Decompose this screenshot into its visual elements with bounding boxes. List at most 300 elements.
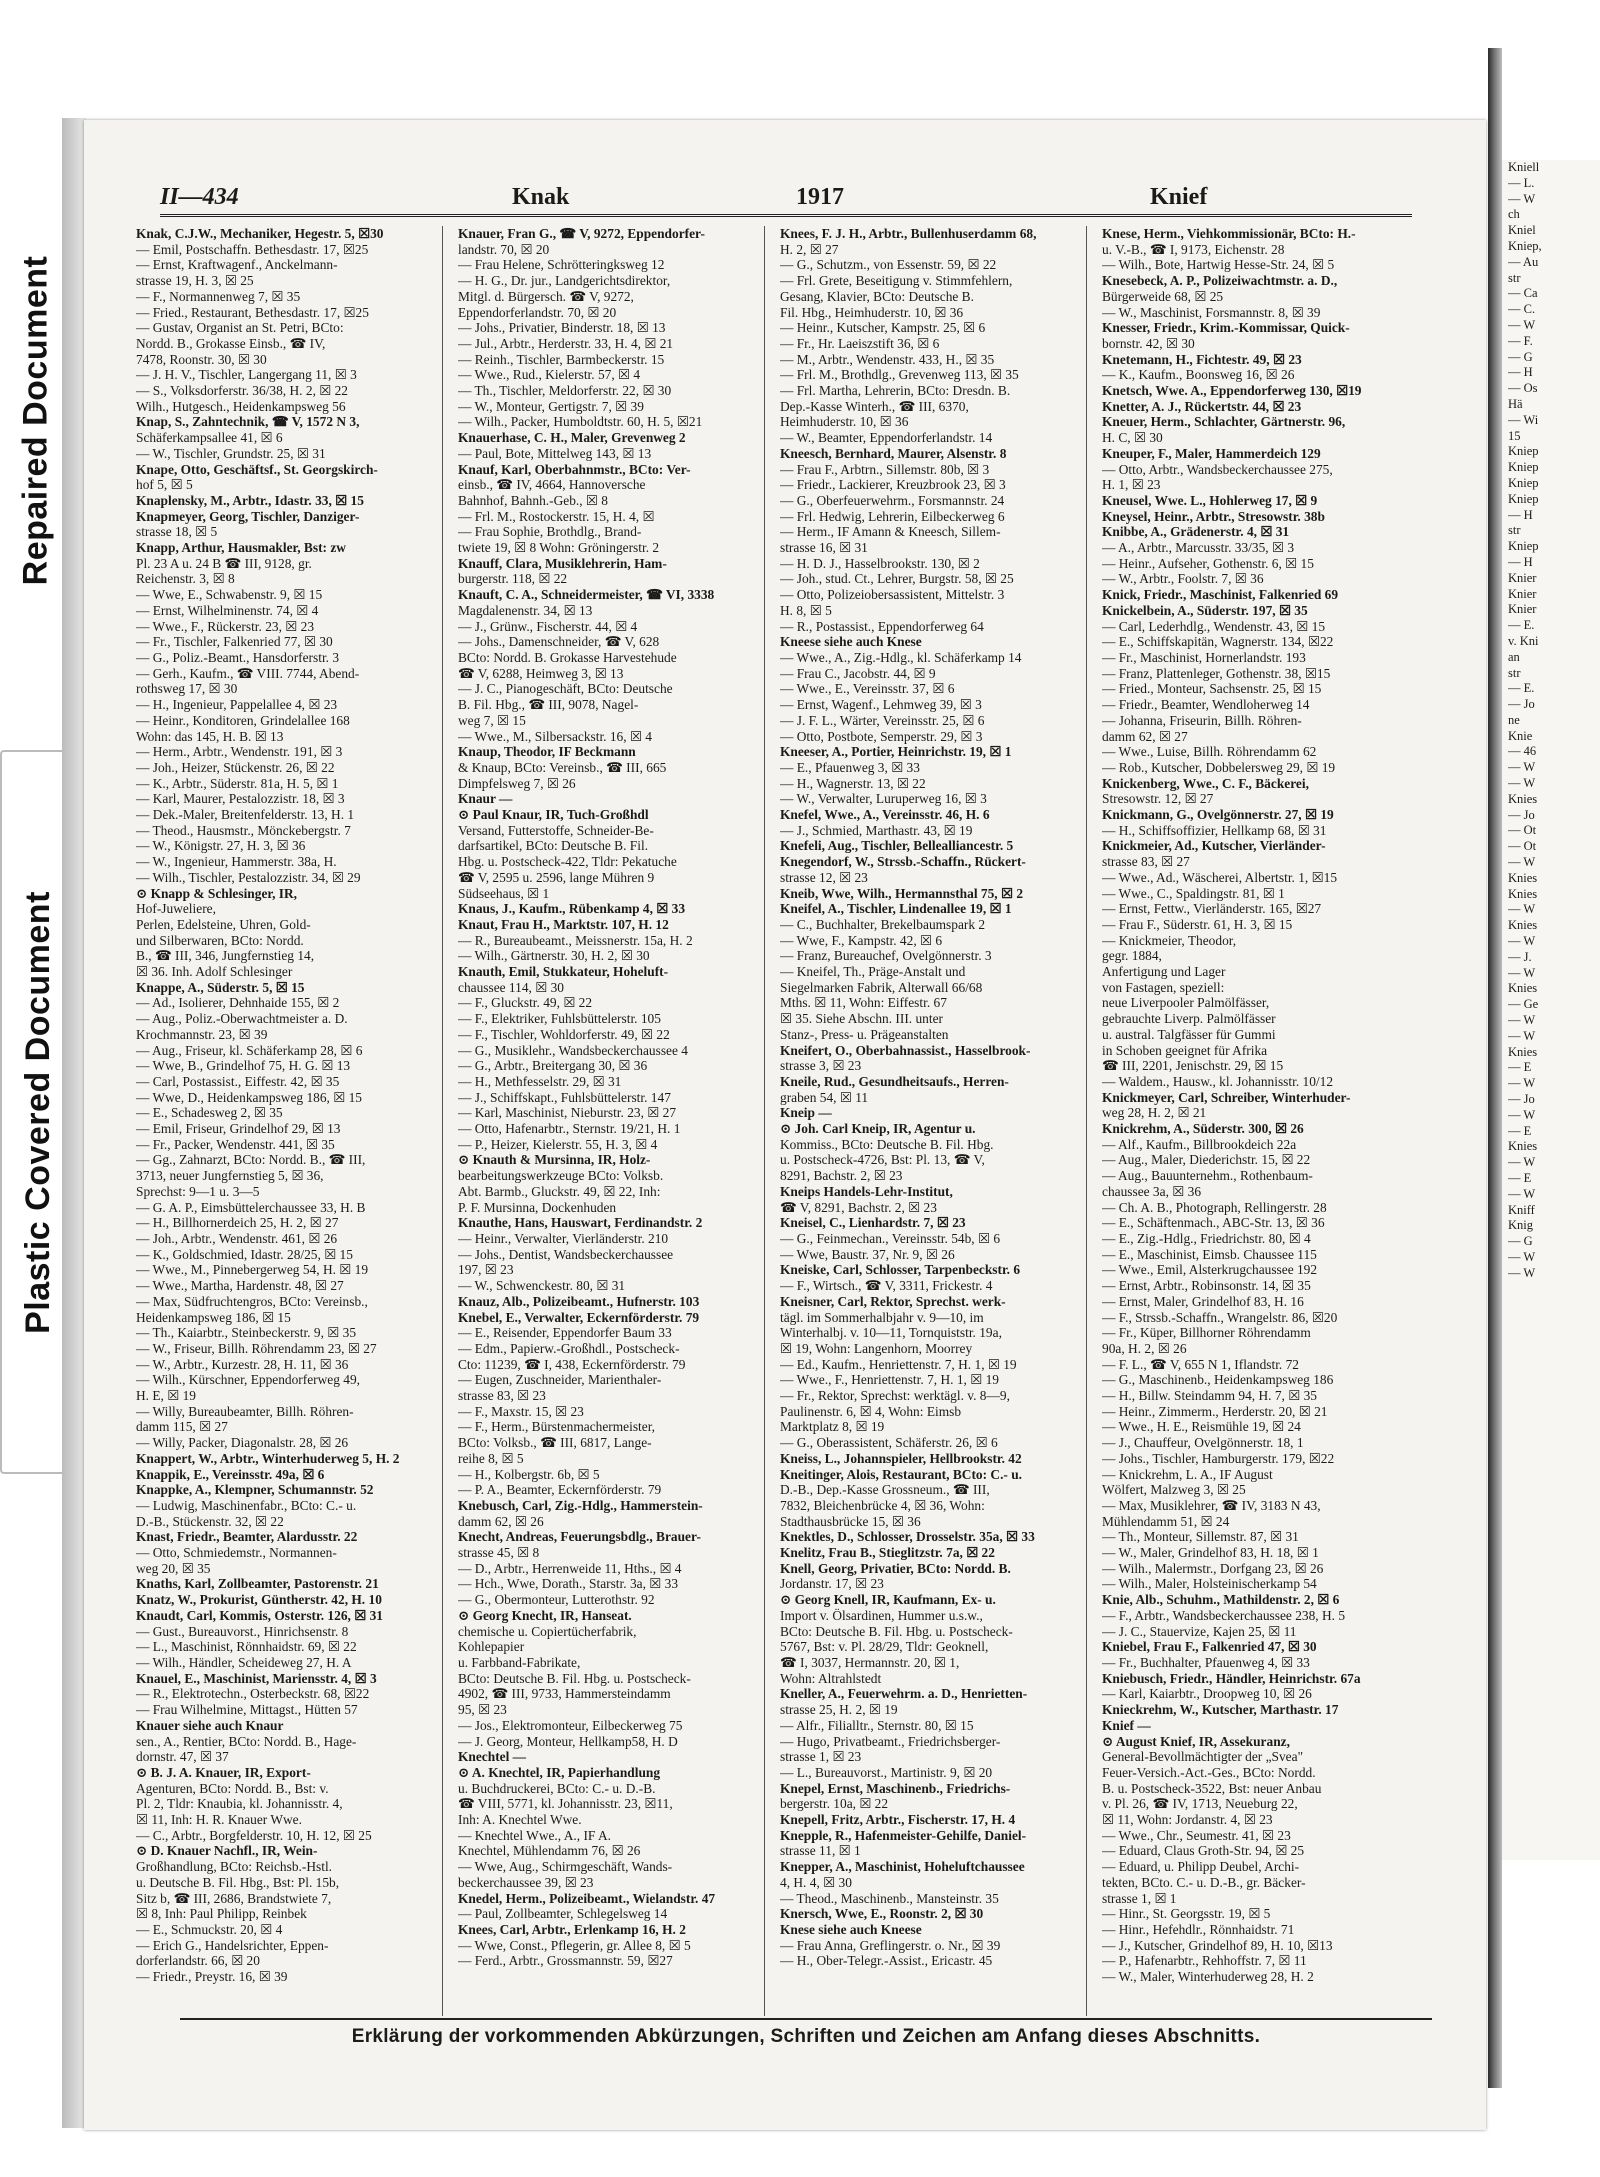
- directory-entry-line: Wohn: das 145, H. B. ☒ 13: [136, 728, 284, 744]
- directory-entry-line: Hof-Juweliere,: [136, 901, 216, 917]
- directory-entry-line: — J. Georg, Monteur, Hellkamp58, H. D: [458, 1733, 678, 1749]
- directory-entry-line: weg 20, ☒ 35: [136, 1560, 211, 1576]
- directory-entry-line: — M., Arbtr., Wendenstr. 433, H., ☒ 35: [780, 351, 995, 367]
- directory-entry-line: — Eduard, u. Philipp Deubel, Archi-: [1102, 1859, 1300, 1875]
- directory-entry-line: — G. A. P., Eimsbüttelerchaussee 33, H. B: [136, 1199, 366, 1215]
- directory-entry-line: von Fastagen, speziell:: [1102, 979, 1225, 995]
- directory-entry-line: Knese siehe auch Kneese: [780, 1921, 922, 1937]
- directory-entry-line: Knepel, Ernst, Maschinenb., Friedrichs-: [780, 1780, 1011, 1796]
- directory-entry-line: Knefeli, Aug., Tischler, Bellealliancestr. 5: [780, 838, 1014, 854]
- next-page-entry-fragment: str: [1508, 523, 1521, 538]
- directory-entry-line: — Ernst, Wilhelminenstr. 74, ☒ 4: [136, 602, 319, 618]
- directory-entry-line: und Silberwaren, BCto: Nordd.: [136, 932, 304, 948]
- directory-entry-line: — F., Maxstr. 15, ☒ 23: [458, 1403, 584, 1419]
- next-page-entry-fragment: — W: [1508, 1107, 1536, 1122]
- directory-entry-line: Wohn: Altrahlstedt: [780, 1670, 882, 1686]
- next-page-entry-fragment: Knie: [1508, 728, 1533, 743]
- directory-entry-line: reihe 8, ☒ 5: [458, 1450, 524, 1466]
- directory-entry-line: — H. D. J., Hasselbrookstr. 130, ☒ 2: [780, 555, 980, 571]
- next-page-entry-fragment: — Wi: [1508, 412, 1539, 427]
- directory-entry-line: — W., Verwalter, Luruperweg 16, ☒ 3: [780, 791, 987, 807]
- directory-entry-line: — J., Chauffeur, Ovelgönnerstr. 18, 1: [1102, 1435, 1304, 1451]
- directory-entry-line: — Ernst, Wagenf., Lehmweg 39, ☒ 3: [780, 697, 982, 713]
- directory-entry-line: — W., Ingenieur, Hammerstr. 38a, H.: [136, 854, 337, 870]
- next-page-entry-fragment: Kniep: [1508, 475, 1539, 490]
- directory-entry-line: — Friedr., Beamter, Wendloherweg 14: [1102, 697, 1310, 713]
- directory-entry-line: Marktplatz 8, ☒ 19: [780, 1419, 885, 1435]
- next-page-entry-fragment: — W: [1508, 965, 1536, 980]
- directory-column-3: [776, 226, 1087, 2016]
- directory-entry-line: Knauer, Fran G., ☎ V, 9272, Eppendorfer-: [458, 226, 705, 241]
- directory-entry-line: Knappik, E., Vereinsstr. 49a, ☒ 6: [136, 1466, 325, 1482]
- next-page-entry-fragment: — E.: [1508, 618, 1535, 633]
- directory-entry-line: — Ed., Kaufm., Henriettenstr. 7, H. 1, ☒ 19: [780, 1356, 1017, 1372]
- directory-entry-line: & Knaup, BCto: Vereinsb., ☎ III, 665: [458, 759, 667, 775]
- directory-entry-line: u. austral. Talgfässer für Gummi: [1102, 1026, 1276, 1042]
- directory-entry-line: — Wilh., Gärtnerstr. 30, H. 2, ☒ 30: [458, 948, 650, 964]
- directory-entry-line: Siegelmarken Fabrik, Alterwall 66/68: [780, 979, 983, 995]
- directory-entry-line: Wilh., Hutgesch., Heidenkampsweg 56: [136, 398, 346, 414]
- next-page-entry-fragment: — Jo: [1508, 807, 1535, 822]
- directory-entry-line: — Wwe., Chr., Seumestr. 41, ☒ 23: [1102, 1827, 1291, 1843]
- directory-entry-line: — W., Maler, Winterhuderweg 28, H. 2: [1102, 1969, 1314, 1985]
- directory-entry-line: — Gust., Bureauvorst., Hinrichsenstr. 8: [136, 1623, 349, 1639]
- directory-entry-line: — Fr., Tischler, Falkenried 77, ☒ 30: [136, 634, 333, 650]
- directory-entry-line: Fil. Hbg., Heimhuderstr. 10, ☒ 36: [780, 304, 964, 320]
- directory-entry-line: BCto: Deutsche B. Fil. Hbg. u. Postscheck-: [780, 1623, 1013, 1639]
- directory-entry-line: Knepple, R., Hafenmeister-Gehilfe, Daniel-: [780, 1827, 1027, 1843]
- directory-entry-line: — G., Maschinenb., Heidenkampsweg 186: [1102, 1372, 1334, 1388]
- directory-column-1: [132, 226, 443, 2016]
- directory-entry-line: Hbg. u. Postscheck-422, Tldr: Pekatuche: [458, 854, 677, 870]
- directory-entry-line: strasse 83, ☒ 27: [1102, 854, 1190, 870]
- directory-entry-line: — Wwe., F., Henriettenstr. 7, H. 1, ☒ 19: [780, 1372, 999, 1388]
- next-page-entry-fragment: — W: [1508, 1265, 1536, 1280]
- next-page-entry-fragment: Knies: [1508, 1044, 1538, 1059]
- directory-entry-line: Knickenberg, Wwe., C. F., Bäckerei,: [1102, 775, 1309, 791]
- directory-entry-line: Kneiss, L., Johannspieler, Hellbrookstr. 42: [780, 1450, 1022, 1466]
- next-page-entry-fragment: — H: [1508, 365, 1533, 380]
- directory-entry-line: — Wwe., Luise, Billh. Röhrendamm 62: [1102, 744, 1317, 760]
- directory-entry-line: — Jos., Elektromonteur, Eilbeckerweg 75: [458, 1717, 683, 1733]
- directory-entry-line: 8291, Bachstr. 2, ☒ 23: [780, 1168, 903, 1184]
- directory-entry-line: hof 5, ☒ 5: [136, 477, 193, 493]
- directory-entry-line: Knauff, Clara, Musiklehrerin, Ham-: [458, 555, 667, 571]
- directory-entry-line: damm 115, ☒ 27: [136, 1419, 228, 1435]
- directory-entry-line: — Hinr., Hefehdlr., Rönnhaidstr. 71: [1102, 1921, 1295, 1937]
- directory-entry-line: — H., Billw. Steindamm 94, H. 7, ☒ 35: [1102, 1388, 1317, 1404]
- directory-entry-line: Magdalenenstr. 34, ☒ 13: [458, 602, 593, 618]
- directory-entry-line: — Hinr., St. Georgsstr. 19, ☒ 5: [1102, 1906, 1271, 1922]
- directory-entry-line: ⊙ B. J. A. Knauer, IR, Export-: [136, 1764, 311, 1780]
- directory-entry-line: — Frau Sophie, Brothdlg., Brand-: [458, 524, 642, 540]
- directory-entry-line: Knesebeck, A. P., Polizeiwachtmstr. a. D.,: [1102, 273, 1338, 289]
- directory-entry-line: Knees, F. J. H., Arbtr., Bullenhuserdamm 68,: [780, 226, 1037, 241]
- directory-entry-line: — J., Schmied, Marthastr. 43, ☒ 19: [780, 822, 973, 838]
- directory-entry-line: 7478, Roonstr. 30, ☒ 30: [136, 351, 267, 367]
- page-year: 1917: [796, 184, 844, 210]
- directory-entry-line: — Otto, Arbtr., Wandsbeckerchaussee 275,: [1102, 461, 1333, 477]
- directory-entry-line: — Gustav, Organist an St. Petri, BCto:: [136, 320, 344, 336]
- directory-entry-line: — R., Bureaubeamt., Meissnerstr. 15a, H. 2: [458, 932, 693, 948]
- directory-entry-line: H. E, ☒ 19: [136, 1388, 196, 1404]
- next-page-entry-fragment: Knier: [1508, 570, 1537, 585]
- next-page-entry-fragment: — E: [1508, 1171, 1532, 1185]
- directory-entry-line: weg 28, H. 2, ☒ 21: [1102, 1105, 1207, 1121]
- directory-entry-line: — Franz, Plattenleger, Gothenstr. 38, ☒15: [1102, 665, 1331, 681]
- directory-entry-line: — S., Volksdorferstr. 36/38, H. 2, ☒ 22: [136, 383, 349, 399]
- directory-entry-line: — W., Maler, Grindelhof 83, H. 18, ☒ 1: [1102, 1545, 1319, 1561]
- directory-entry-line: — K., Kaufm., Boonsweg 16, ☒ 26: [1102, 367, 1295, 383]
- directory-entry-line: — Wwe., M., Silbersackstr. 16, ☒ 4: [458, 728, 653, 744]
- directory-entry-line: strasse 1, ☒ 23: [780, 1749, 862, 1765]
- directory-entry-line: Knatz, W., Prokurist, Güntherstr. 42, H. 10: [136, 1592, 382, 1608]
- directory-entry-line: Knauz, Alb., Polizeibeamt., Hufnerstr. 103: [458, 1293, 700, 1309]
- directory-entry-line: Wölfert, Malzweg 3, ☒ 25: [1102, 1482, 1246, 1498]
- directory-entry-line: in Schoben geeignet für Afrika: [1102, 1042, 1268, 1058]
- directory-entry-line: — Karl, Maschinist, Nieburstr. 23, ☒ 27: [458, 1105, 677, 1121]
- directory-entry-line: Heidenkampsweg 186, ☒ 15: [136, 1309, 291, 1325]
- directory-entry-line: Abt. Barmb., Gluckstr. 49, ☒ 22, Inh:: [458, 1183, 661, 1199]
- directory-entry-line: Bahnhof, Bahnh.-Geb., ☒ 8: [458, 492, 608, 508]
- directory-entry-line: bearbeitungswerkzeuge BCto: Volksb.: [458, 1168, 664, 1184]
- directory-entry-line: ⊙ August Knief, IR, Assekuranz,: [1102, 1733, 1290, 1749]
- directory-entry-line: — G., Arbtr., Breitergang 30, ☒ 36: [458, 1058, 648, 1074]
- next-page-entry-fragment: — W: [1508, 191, 1536, 206]
- directory-entry-line: Knepper, A., Maschinist, Hoheluftchaussee: [780, 1859, 1025, 1875]
- directory-entry-line: B. u. Postscheck-3522, Bst: neuer Anbau: [1102, 1780, 1322, 1796]
- directory-entry-line: ⊙ A. Knechtel, IR, Papierhandlung: [458, 1764, 661, 1780]
- directory-entry-line: bornstr. 42, ☒ 30: [1102, 335, 1195, 351]
- directory-entry-line: — F., Herm., Bürstenmachermeister,: [458, 1419, 655, 1435]
- next-page-entry-fragment: — W: [1508, 934, 1536, 949]
- directory-entry-line: Reichenstr. 3, ☒ 8: [136, 571, 235, 587]
- next-page-entry-fragment: Kniff: [1508, 1202, 1535, 1217]
- directory-entry-line: — Wwe., M., Pinnebergerweg 54, H. ☒ 19: [136, 1262, 369, 1278]
- directory-entry-line: Kneips Handels-Lehr-Institut,: [780, 1183, 953, 1199]
- next-page-entry-fragment: Kniep: [1508, 491, 1539, 506]
- directory-entry-line: — Frl. Hedwig, Lehrerin, Eilbeckerweg 6: [780, 508, 1005, 524]
- directory-entry-line: BCto: Deutsche B. Fil. Hbg. u. Postscheck-: [458, 1670, 691, 1686]
- directory-entry-line: — J. H. V., Tischler, Langergang 11, ☒ 3: [136, 367, 357, 383]
- directory-entry-line: damm 62, ☒ 27: [1102, 728, 1188, 744]
- directory-entry-line: ⊙ Georg Knecht, IR, Hanseat.: [458, 1607, 632, 1623]
- next-page-entry-fragment: Knies: [1508, 870, 1538, 885]
- directory-entry-line: Import v. Ölsardinen, Hummer u.s.w.,: [780, 1607, 983, 1623]
- directory-entry-line: — K., Arbtr., Süderstr. 81a, H. 5, ☒ 1: [136, 775, 339, 791]
- directory-entry-line: — Eugen, Zuschneider, Marienthaler-: [458, 1372, 662, 1388]
- next-page-entry-fragment: — H: [1508, 554, 1533, 569]
- directory-entry-line: — Johs., Damenschneider, ☎ V, 628: [458, 634, 660, 650]
- directory-entry-line: P. F. Mursinna, Dockenhuden: [458, 1199, 617, 1215]
- directory-entry-line: Nordd. B., Grokasse Einsb., ☎ IV,: [136, 335, 326, 351]
- directory-entry-line: — J., Kutscher, Grindelhof 89, H. 10, ☒13: [1102, 1937, 1333, 1953]
- directory-entry-line: — E., Reisender, Eppendorfer Baum 33: [458, 1325, 672, 1341]
- directory-entry-line: — Frl. M., Brothdlg., Grevenweg 113, ☒ 35: [780, 367, 1019, 383]
- directory-entry-line: Eppendorferlandstr. 70, ☒ 20: [458, 304, 617, 320]
- directory-entry-line: u. Farbband-Fabrikate,: [458, 1654, 581, 1670]
- directory-entry-line: Kneuer, Herm., Schlachter, Gärtnerstr. 96,: [1102, 414, 1346, 430]
- directory-entry-line: — Wilh., Kürschner, Eppendorferweg 49,: [136, 1372, 361, 1388]
- next-page-entry-fragment: ne: [1508, 712, 1520, 727]
- repaired-document-text: Repaired Document: [16, 255, 55, 585]
- directory-entry-line: — Wwe, Const., Pflegerin, gr. Allee 8, ☒ 5: [458, 1937, 691, 1953]
- directory-entry-line: Kniebusch, Friedr., Händler, Heinrichstr. 67a: [1102, 1670, 1361, 1686]
- directory-entry-line: Kneifert, O., Oberbahnassist., Hasselbrook-: [780, 1042, 1031, 1058]
- directory-entry-line: strasse 83, ☒ 23: [458, 1388, 546, 1404]
- directory-entry-line: — K., Goldschmied, Idastr. 28/25, ☒ 15: [136, 1246, 353, 1262]
- directory-entry-line: u. Postscheck-4726, Bst: Pl. 13, ☎ V,: [780, 1152, 985, 1168]
- directory-entry-line: ☒ 36. Inh. Adolf Schlesinger: [136, 964, 293, 980]
- directory-entry-line: Knechtel, Mühlendamm 76, ☒ 26: [458, 1843, 641, 1859]
- directory-entry-line: — Carl, Postassist., Eiffestr. 42, ☒ 35: [136, 1073, 340, 1089]
- directory-entry-line: ⊙ Knapp & Schlesinger, IR,: [136, 885, 298, 901]
- next-page-entry-fragment: — E: [1508, 1123, 1532, 1138]
- directory-entry-line: — Heinr., Konditoren, Grindelallee 168: [136, 712, 350, 728]
- page-edge-shadow: [62, 118, 86, 2128]
- directory-entry-line: — Wilh., Malermstr., Dorfgang 23, ☒ 26: [1102, 1560, 1324, 1576]
- directory-entry-line: Krochmannstr. 23, ☒ 39: [136, 1026, 268, 1042]
- directory-entry-line: — Franz, Bureauchef, Ovelgönnerstr. 3: [780, 948, 992, 964]
- directory-entry-line: — D., Arbtr., Herrenweide 11, Hths., ☒ 4: [458, 1560, 682, 1576]
- directory-entry-line: — Otto, Polizeiobersassistent, Mittelstr. 3: [780, 587, 1005, 603]
- next-page-entry-fragment: — G: [1508, 349, 1533, 364]
- directory-entry-line: Kneese siehe auch Knese: [780, 634, 922, 650]
- page-header: [160, 182, 1412, 217]
- directory-entry-line: — Fried., Restaurant, Bethesdastr. 17, ☒25: [136, 304, 369, 320]
- directory-entry-line: 5767, Bst: v. Pl. 28/29, Tldr: Geoknell,: [780, 1639, 989, 1655]
- next-page-entry-fragment: Kniep: [1508, 539, 1539, 554]
- directory-entry-line: neue Liverpooler Palmölfässer,: [1102, 995, 1270, 1011]
- directory-entry-line: Mitgl. d. Bürgersch. ☎ V, 9272,: [458, 288, 634, 304]
- directory-entry-line: H. 8, ☒ 5: [780, 602, 832, 618]
- directory-entry-line: — G., Feinmechan., Vereinsstr. 54b, ☒ 6: [780, 1231, 1001, 1246]
- directory-entry-line: Knebusch, Carl, Zig.-Hdlg., Hammerstein-: [458, 1497, 703, 1513]
- directory-entry-line: Sitz b, ☎ III, 2686, Brandstwiete 7,: [136, 1890, 332, 1906]
- directory-entry-line: Inh: A. Knechtel Wwe.: [458, 1812, 582, 1828]
- directory-entry-line: — G., Obermonteur, Lutterothstr. 92: [458, 1592, 655, 1608]
- directory-entry-line: — Karl, Maurer, Pestalozzistr. 18, ☒ 3: [136, 791, 345, 807]
- scanned-page: [84, 120, 1486, 2130]
- next-page-entry-fragment: str: [1508, 270, 1521, 285]
- directory-entry-line: — G., Poliz.-Beamt., Hansdorferstr. 3: [136, 649, 340, 665]
- directory-entry-line: darfsartikel, BCto: Deutsche B. Fil.: [458, 838, 649, 854]
- directory-entry-line: — C., Buchhalter, Brekelbaumspark 2: [780, 916, 986, 932]
- directory-entry-line: — Dek.-Maler, Breitenfelderstr. 13, H. 1: [136, 807, 355, 823]
- directory-entry-line: — J. C., Pianogeschäft, BCto: Deutsche: [458, 681, 673, 697]
- directory-entry-line: — Max, Südfruchtengros, BCto: Vereinsb.,: [136, 1293, 368, 1309]
- directory-entry-line: Heimhuderstr. 10, ☒ 36: [780, 414, 909, 430]
- directory-entry-line: Stresowstr. 12, ☒ 27: [1102, 791, 1214, 807]
- directory-entry-line: — H. G., Dr. jur., Landgerichtsdirektor,: [458, 273, 671, 289]
- directory-entry-line: Knersch, Wwe, E., Roonstr. 2, ☒ 30: [780, 1906, 984, 1922]
- directory-entry-line: Knelitz, Frau B., Stieglitzstr. 7a, ☒ 22: [780, 1545, 995, 1561]
- directory-entry-line: Kneusel, Wwe. L., Hohlerweg 17, ☒ 9: [1102, 492, 1318, 508]
- next-page-entry-fragment: — W: [1508, 776, 1536, 791]
- directory-entry-line: — Max, Musiklehrer, ☎ IV, 3183 N 43,: [1102, 1497, 1321, 1513]
- directory-entry-line: Knickmeier, Ad., Kutscher, Vierländer-: [1102, 838, 1326, 854]
- directory-entry-line: — P. A., Beamter, Eckernförderstr. 79: [458, 1482, 662, 1498]
- directory-entry-line: Kneip —: [780, 1105, 832, 1121]
- next-page-entry-fragment: Knies: [1508, 1139, 1538, 1154]
- next-page-entry-fragment: — Jo: [1508, 697, 1535, 712]
- directory-entry-line: — Frau Helene, Schrötteringksweg 12: [458, 257, 665, 273]
- directory-entry-line: Knauer siehe auch Knaur: [136, 1717, 284, 1733]
- directory-entry-line: — Knechtel Wwe., A., IF A.: [458, 1827, 611, 1843]
- directory-entry-line: Knibbe, A., Grädenerstr. 4, ☒ 31: [1102, 524, 1290, 540]
- directory-entry-line: twiete 19, ☒ 8 Wohn: Gröningerstr. 2: [458, 540, 660, 556]
- directory-entry-line: — Hugo, Privatbeamt., Friedrichsberger-: [780, 1733, 1001, 1749]
- directory-entry-line: — Alfr., Filialltr., Sternstr. 80, ☒ 15: [780, 1717, 974, 1733]
- directory-entry-line: Kneysel, Heinr., Arbtr., Stresowstr. 38b: [1102, 508, 1325, 524]
- directory-entry-line: strasse 16, ☒ 31: [780, 540, 868, 556]
- next-page-entry-fragment: — H: [1508, 507, 1533, 522]
- directory-entry-line: — E., Schadesweg 2, ☒ 35: [136, 1105, 283, 1121]
- directory-entry-line: Knauf, Karl, Oberbahnmstr., BCto: Ver-: [458, 461, 691, 477]
- directory-entry-line: — Fr., Rektor, Sprechst: werktägl. v. 8—9,: [780, 1388, 1010, 1404]
- next-page-entry-fragment: Knies: [1508, 791, 1538, 806]
- directory-entry-line: 90a, H. 2, ☒ 26: [1102, 1340, 1187, 1356]
- next-page-entry-fragment: — W: [1508, 1076, 1536, 1091]
- next-page-entry-fragment: 15: [1508, 428, 1521, 443]
- directory-entry-line: strasse 25, H. 2, ☒ 19: [780, 1702, 898, 1718]
- directory-entry-line: Bürgerweide 68, ☒ 25: [1102, 288, 1224, 304]
- directory-entry-line: — L., Maschinist, Rönnhaidstr. 69, ☒ 22: [136, 1639, 357, 1655]
- next-page-entry-fragment: Kniep: [1508, 460, 1539, 475]
- directory-entry-line: Knappke, A., Klempner, Schumannstr. 52: [136, 1482, 374, 1498]
- next-page-entry-fragment: — W: [1508, 760, 1536, 775]
- directory-entry-line: Knauerhase, C. H., Maler, Grevenweg 2: [458, 430, 686, 446]
- directory-entry-line: — H., Methfesselstr. 29, ☒ 31: [458, 1073, 622, 1089]
- directory-entry-line: — Herm., Arbtr., Wendenstr. 191, ☒ 3: [136, 744, 343, 760]
- directory-entry-line: Großhandlung, BCto: Reichsb.-Hstl.: [136, 1859, 333, 1875]
- directory-entry-line: Kohlepapier: [458, 1639, 525, 1655]
- directory-entry-line: — Wwe, E., Schwabenstr. 9, ☒ 15: [136, 587, 323, 603]
- directory-entry-line: — Wwe, D., Heidenkampsweg 186, ☒ 15: [136, 1089, 362, 1105]
- directory-entry-line: Mühlendamm 51, ☒ 24: [1102, 1513, 1230, 1529]
- directory-entry-line: 4902, ☎ III, 9733, Hammersteindamm: [458, 1686, 671, 1702]
- directory-entry-line: — E., Schäftenmach., ABC-Str. 13, ☒ 36: [1102, 1215, 1325, 1231]
- directory-entry-line: 7832, Bleichenbrücke 4, ☒ 36, Wohn:: [780, 1497, 985, 1513]
- directory-entry-line: Knese, Herm., Viehkommissionär, BCto: H.-: [1102, 226, 1356, 241]
- directory-entry-line: — Frl. Grete, Beseitigung v. Stimmfehlern,: [780, 273, 1013, 289]
- directory-entry-line: — W., Beamter, Eppendorferlandstr. 14: [780, 430, 993, 446]
- directory-entry-line: Stadthausbrücke 15, ☒ 36: [780, 1513, 921, 1529]
- next-page-entry-fragment: — W: [1508, 1013, 1536, 1028]
- directory-entry-line: — G., Schutzm., von Essenstr. 59, ☒ 22: [780, 257, 997, 273]
- next-page-entry-fragment: — L.: [1508, 175, 1535, 190]
- directory-entry-line: — Ferd., Arbtr., Grossmannstr. 59, ☒27: [458, 1953, 673, 1969]
- directory-column-2: [454, 226, 765, 2016]
- directory-entry-line: — Ernst, Maler, Grindelhof 83, H. 16: [1102, 1293, 1304, 1309]
- directory-entry-line: Winterhalbj. v. 10—11, Tornquiststr. 19a,: [780, 1325, 1002, 1341]
- next-page-entry-fragment: Knies: [1508, 918, 1538, 933]
- directory-entry-line: — Wwe., Emil, Alsterkrugchaussee 192: [1102, 1262, 1318, 1278]
- directory-entry-line: Cto: 11239, ☎ I, 438, Eckernförderstr. 79: [458, 1356, 686, 1372]
- directory-entry-line: dorferlandstr. 66, ☒ 20: [136, 1953, 260, 1969]
- directory-entry-line: Kneesch, Bernhard, Maurer, Alsenstr. 8: [780, 445, 1007, 461]
- directory-entry-line: — F., Gluckstr. 49, ☒ 22: [458, 995, 593, 1011]
- directory-entry-line: Anfertigung und Lager: [1102, 964, 1226, 980]
- directory-entry-line: Knief —: [1102, 1717, 1151, 1733]
- directory-entry-line: — Wwe., C., Spaldingstr. 81, ☒ 1: [1102, 885, 1285, 901]
- directory-entry-line: — Frau F., Arbtrn., Sillemstr. 80b, ☒ 3: [780, 461, 990, 477]
- directory-entry-line: Knaths, Karl, Zollbeamter, Pastorenstr. 21: [136, 1576, 379, 1592]
- directory-entry-line: — E., Maschinist, Eimsb. Chaussee 115: [1102, 1246, 1317, 1262]
- directory-entry-line: D.-B., Dep.-Kasse Grossneum., ☎ III,: [780, 1482, 990, 1498]
- directory-entry-line: — R., Elektrotechn., Osterbeckstr. 68, ☒22: [136, 1686, 370, 1702]
- directory-entry-line: gegr. 1884,: [1102, 948, 1162, 964]
- directory-entry-line: Knell, Georg, Privatier, BCto: Nordd. B.: [780, 1560, 1011, 1576]
- directory-entry-line: ☒ 35. Siehe Abschn. III. unter: [780, 1011, 943, 1027]
- directory-entry-line: v. Pl. 26, ☎ IV, 1713, Neueburg 22,: [1102, 1796, 1298, 1812]
- directory-entry-line: — L., Bureauvorst., Martinistr. 9, ☒ 20: [780, 1764, 993, 1780]
- next-page-entry-fragment: an: [1508, 649, 1520, 664]
- directory-entry-line: — H., Ober-Telegr.-Assist., Ericastr. 45: [780, 1953, 993, 1969]
- directory-entry-line: — H., Wagnerstr. 13, ☒ 22: [780, 775, 926, 791]
- directory-entry-line: — G., Oberassistent, Schäferstr. 26, ☒ 6: [780, 1435, 998, 1451]
- directory-entry-line: — Ludwig, Maschinenfabr., BCto: C.- u.: [136, 1497, 357, 1513]
- directory-entry-line: Knaur —: [458, 791, 513, 807]
- directory-entry-line: Kneile, Rud., Gesundheitsaufs., Herren-: [780, 1073, 1009, 1089]
- next-page-entry-fragment: — E: [1508, 1060, 1532, 1075]
- directory-entry-line: — Johs., Tischler, Hamburgerstr. 179, ☒22: [1102, 1450, 1335, 1466]
- directory-entry-line: — Th., Monteur, Sillemstr. 87, ☒ 31: [1102, 1529, 1299, 1545]
- directory-entry-line: Knebel, E., Verwalter, Eckernförderstr. 79: [458, 1309, 700, 1325]
- directory-entry-line: strasse 45, ☒ 8: [458, 1545, 540, 1561]
- directory-entry-line: — E., Zig.-Hdlg., Friedrichstr. 80, ☒ 4: [1102, 1231, 1311, 1246]
- directory-entry-line: Knaut, Frau H., Marktstr. 107, H. 12: [458, 916, 669, 932]
- directory-entry-line: — Frau C., Jacobstr. 44, ☒ 9: [780, 665, 936, 681]
- directory-entry-line: — J., Grünw., Fischerstr. 44, ☒ 4: [458, 618, 638, 634]
- directory-entry-line: — J. F. L., Wärter, Vereinsstr. 25, ☒ 6: [780, 712, 985, 728]
- directory-entry-line: — Aug., Poliz.-Oberwachtmeister a. D.: [136, 1011, 348, 1027]
- directory-entry-line: — Knickmeier, Theodor,: [1102, 932, 1237, 948]
- directory-entry-line: tekten, BCto. C.- u. D.-B., gr. Bäcker-: [1102, 1874, 1306, 1890]
- directory-entry-line: — F., Strssb.-Schaffn., Wrangelstr. 86, ☒20: [1102, 1309, 1338, 1325]
- directory-entry-line: — Friedr., Preystr. 16, ☒ 39: [136, 1969, 288, 1985]
- directory-entry-line: — Reinh., Tischler, Barmbeckerstr. 15: [458, 351, 665, 367]
- directory-entry-line: — Frl. Martha, Lehrerin, BCto: Dresdn. B.: [780, 383, 1011, 399]
- directory-entry-line: Knektles, D., Schlosser, Drosselstr. 35a, ☒ 33: [780, 1529, 1035, 1545]
- directory-entry-line: — Emil, Friseur, Grindelhof 29, ☒ 13: [136, 1121, 341, 1137]
- directory-entry-line: — W., Friseur, Billh. Röhrendamm 23, ☒ 27: [136, 1340, 377, 1356]
- directory-entry-line: Feuer-Versich.-Act.-Ges., BCto: Nordd.: [1102, 1764, 1316, 1780]
- directory-entry-line: — Heinr., Kutscher, Kampstr. 25, ☒ 6: [780, 320, 986, 336]
- directory-entry-line: — Johs., Privatier, Binderstr. 18, ☒ 13: [458, 320, 666, 336]
- directory-entry-line: — W., Tischler, Grundstr. 25, ☒ 31: [136, 445, 326, 461]
- directory-entry-line: Knap, S., Zahntechnik, ☎ V, 1572 N 3,: [136, 414, 360, 430]
- directory-entry-line: — Friedr., Lackierer, Kreuzbrook 23, ☒ 3: [780, 477, 1006, 493]
- directory-entry-line: — Gerh., Kaufm., ☎ VIII. 7744, Abend-: [136, 665, 360, 681]
- directory-entry-line: ☎ V, 8291, Bachstr. 2, ☒ 23: [780, 1199, 937, 1215]
- directory-entry-line: — Paul, Zollbeamter, Schlegelsweg 14: [458, 1906, 668, 1922]
- next-page-entry-fragment: Knies: [1508, 981, 1538, 996]
- directory-entry-line: — H., Schiffsoffizier, Hellkamp 68, ☒ 31: [1102, 822, 1327, 838]
- directory-entry-line: BCto: Nordd. B. Grokasse Harvestehude: [458, 649, 677, 665]
- directory-entry-line: — W., Arbtr., Foolstr. 7, ☒ 36: [1102, 571, 1264, 587]
- directory-entry-line: ☎ VIII, 5771, kl. Johannisstr. 23, ☒11,: [458, 1796, 673, 1812]
- directory-entry-line: Knetter, A. J., Rückertstr. 44, ☒ 23: [1102, 398, 1302, 414]
- directory-entry-line: Kneuper, F., Maler, Hammerdeich 129: [1102, 445, 1321, 461]
- directory-entry-line: — Theod., Hausmstr., Mönckebergstr. 7: [136, 822, 351, 838]
- directory-entry-line: Kneeser, A., Portier, Heinrichstr. 19, ☒ 1: [780, 744, 1012, 760]
- directory-entry-line: — Joh., stud. Ct., Lehrer, Burgstr. 58, ☒ 25: [780, 571, 1014, 587]
- next-page-entry-fragment: — W: [1508, 317, 1536, 332]
- directory-entry-line: Dep.-Kasse Winterh., ☎ III, 6370,: [780, 398, 969, 414]
- directory-entry-line: Knickmann, G., Ovelgönnerstr. 27, ☒ 19: [1102, 807, 1334, 823]
- directory-entry-line: Knape, Otto, Geschäftsf., St. Georgskirch-: [136, 461, 378, 477]
